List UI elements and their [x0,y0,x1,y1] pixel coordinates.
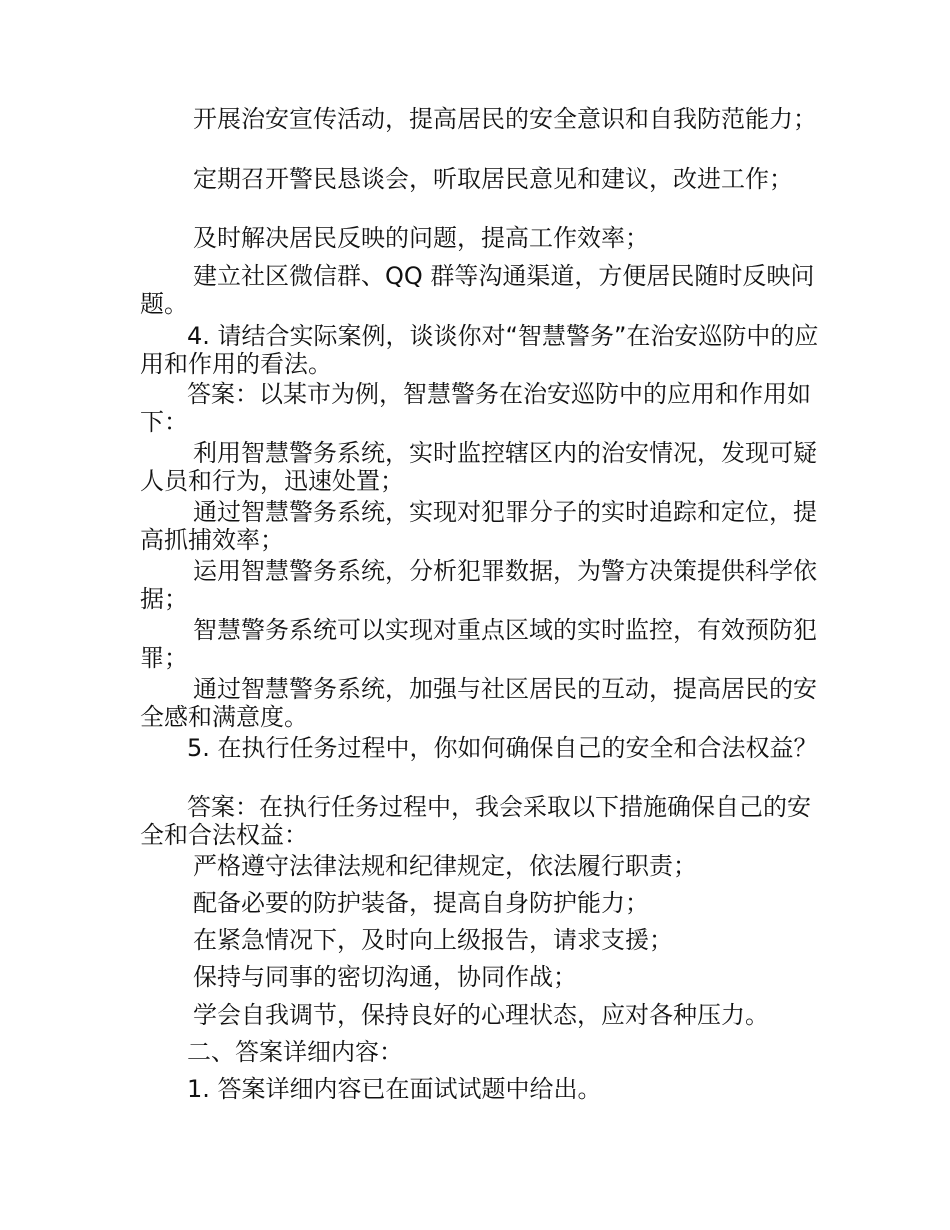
section-heading: 二、答案详细内容： [187,1038,403,1066]
answer-intro: 答案：在执行任务过程中，我会采取以下措施确保自己的安全和合法权益： [140,793,811,849]
list-item: 及时解决居民反映的问题，提高工作效率； [193,224,649,252]
list-item: 通过智慧警务系统，实现对犯罪分子的实时追踪和定位，提高抓捕效率； [140,498,817,554]
list-item: 建立社区微信群、QQ 群等沟通渠道，方便居民随时反映问题。 [140,262,815,318]
list-item: 在紧急情况下，及时向上级报告，请求支援； [193,926,673,954]
list-item: 通过智慧警务系统，加强与社区居民的互动，提高居民的安全感和满意度。 [140,675,817,731]
question-heading: 4. 请结合实际案例，谈谈你对“智慧警务”在治安巡防中的应用和作用的看法。 [140,322,819,378]
list-item: 学会自我调节，保持良好的心理状态，应对各种压力。 [193,1001,769,1029]
question-heading: 1. 答案详细内容已在面试试题中给出。 [187,1075,602,1103]
list-item: 智慧警务系统可以实现对重点区域的实时监控，有效预防犯罪； [140,616,817,672]
list-item: 运用智慧警务系统，分析犯罪数据，为警方决策提供科学依据； [140,557,817,613]
list-item: 配备必要的防护装备，提高自身防护能力； [193,889,649,917]
list-item: 开展治安宣传活动，提高居民的安全意识和自我防范能力； [193,105,817,133]
list-item: 定期召开警民恳谈会，听取居民意见和建议，改进工作； [193,165,793,193]
list-item: 利用智慧警务系统，实时监控辖区内的治安情况，发现可疑人员和行为，迅速处置； [140,439,817,495]
question-heading: 5. 在执行任务过程中，你如何确保自己的安全和合法权益？ [187,734,818,762]
list-item: 保持与同事的密切沟通，协同作战； [193,963,577,991]
list-item: 严格遵守法律法规和纪律规定，依法履行职责； [193,852,697,880]
answer-intro: 答案：以某市为例，智慧警务在治安巡防中的应用和作用如下： [140,380,811,436]
